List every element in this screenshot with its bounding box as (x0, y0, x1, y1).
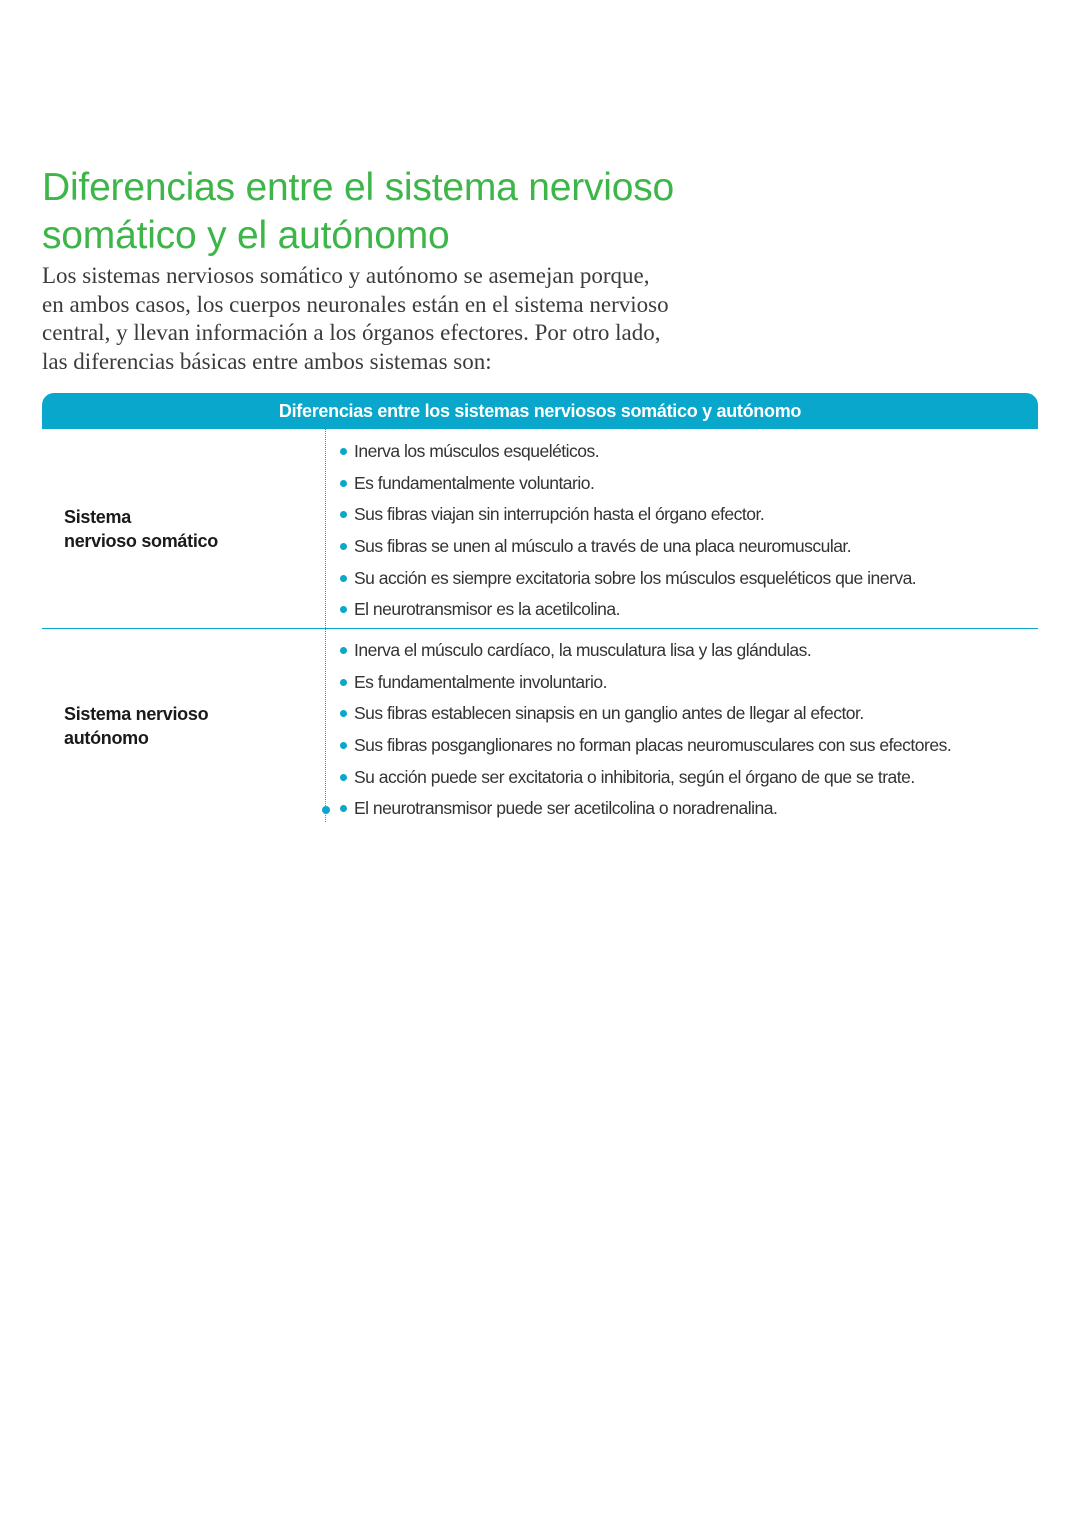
bullet-icon (340, 606, 347, 613)
list-item-text: Inerva el músculo cardíaco, la musculatura lisa y las glándulas. (354, 640, 812, 660)
table-row-somatic (42, 429, 1038, 629)
bullet-icon (340, 742, 347, 749)
page-title-line-1: Diferencias entre el sistema nervioso (42, 166, 675, 209)
row-label-somatic (64, 505, 218, 553)
intro-paragraph (42, 262, 732, 376)
list-item (340, 762, 1038, 794)
list-item-text: El neurotransmisor es la acetilcolina. (354, 599, 620, 620)
bullet-icon (340, 679, 347, 686)
autonomic-list (340, 635, 1038, 825)
list-item-text: Es fundamentalmente involuntario. (354, 671, 607, 692)
list-item-text: Su acción puede ser excitatoria o inhibitoria, según el órgano de que se trate. (354, 766, 915, 787)
list-item (340, 635, 1038, 667)
row-label-cell (42, 429, 326, 628)
list-item-text: Es fundamentalmente voluntario. (354, 472, 595, 493)
list-item (340, 563, 1038, 595)
bullet-icon (340, 480, 347, 487)
row-label-line-1: Sistema nervioso (64, 703, 209, 724)
comparison-table (42, 393, 1038, 822)
intro-line-4: las diferencias básicas entre ambos sistemas son: (42, 348, 492, 374)
bullet-icon (340, 774, 347, 781)
bullet-icon (340, 575, 347, 582)
list-item (340, 793, 1038, 825)
row-label-autonomic (64, 702, 208, 750)
row-label-line-2: autónomo (64, 727, 149, 748)
list-item (340, 531, 1038, 563)
row-label-line-1: Sistema (64, 506, 131, 527)
list-item-text: Sus fibras posganglionares no forman placas neuromusculares con sus efectores. (354, 735, 952, 756)
list-item-text: Sus fibras establecen sinapsis en un ganglio antes de llegar al efector. (354, 703, 864, 724)
intro-line-3: central, y llevan información a los órganos efectores. Por otro lado, (42, 320, 661, 345)
list-item (340, 667, 1038, 699)
list-item-text: Su acción es siempre excitatoria sobre los músculos esqueléticos que inerva. (354, 567, 917, 588)
list-item (340, 730, 1038, 762)
list-item (340, 468, 1038, 500)
list-item (340, 499, 1038, 531)
bullet-icon (340, 543, 347, 550)
table-row-autonomic (42, 629, 1038, 822)
bullet-icon (340, 448, 347, 455)
list-item-text: El neurotransmisor puede ser acetilcolina o noradrenalina. (354, 798, 778, 819)
intro-line-1: Los sistemas nerviosos somático y autónomo se asemejan porque, (42, 263, 650, 288)
bullet-icon (340, 511, 347, 518)
row-label-cell (42, 629, 326, 822)
list-item-text: Inerva los músculos esqueléticos. (354, 441, 600, 461)
bullet-icon (340, 710, 347, 717)
list-item (340, 698, 1038, 730)
bullet-icon (340, 805, 347, 812)
intro-line-2: en ambos casos, los cuerpos neuronales están en el sistema nervioso (42, 291, 669, 317)
row-label-line-2: nervioso somático (64, 530, 218, 551)
bullet-icon (340, 647, 347, 654)
list-item-text: Sus fibras viajan sin interrupción hasta el órgano efector. (354, 504, 765, 525)
divider-end-dot-icon (322, 806, 330, 814)
row-items-cell (326, 629, 1038, 822)
table-header: Diferencias entre los sistemas nerviosos somático y autónomo (42, 393, 1038, 429)
list-item-text: Sus fibras se unen al músculo a través de una placa neuromuscular. (354, 536, 852, 557)
page-title-line-2: somático y el autónomo (42, 214, 450, 257)
list-item (340, 436, 1038, 468)
page-title (42, 164, 742, 260)
row-items-cell (326, 429, 1038, 628)
list-item (340, 594, 1038, 626)
somatic-list (340, 436, 1038, 626)
